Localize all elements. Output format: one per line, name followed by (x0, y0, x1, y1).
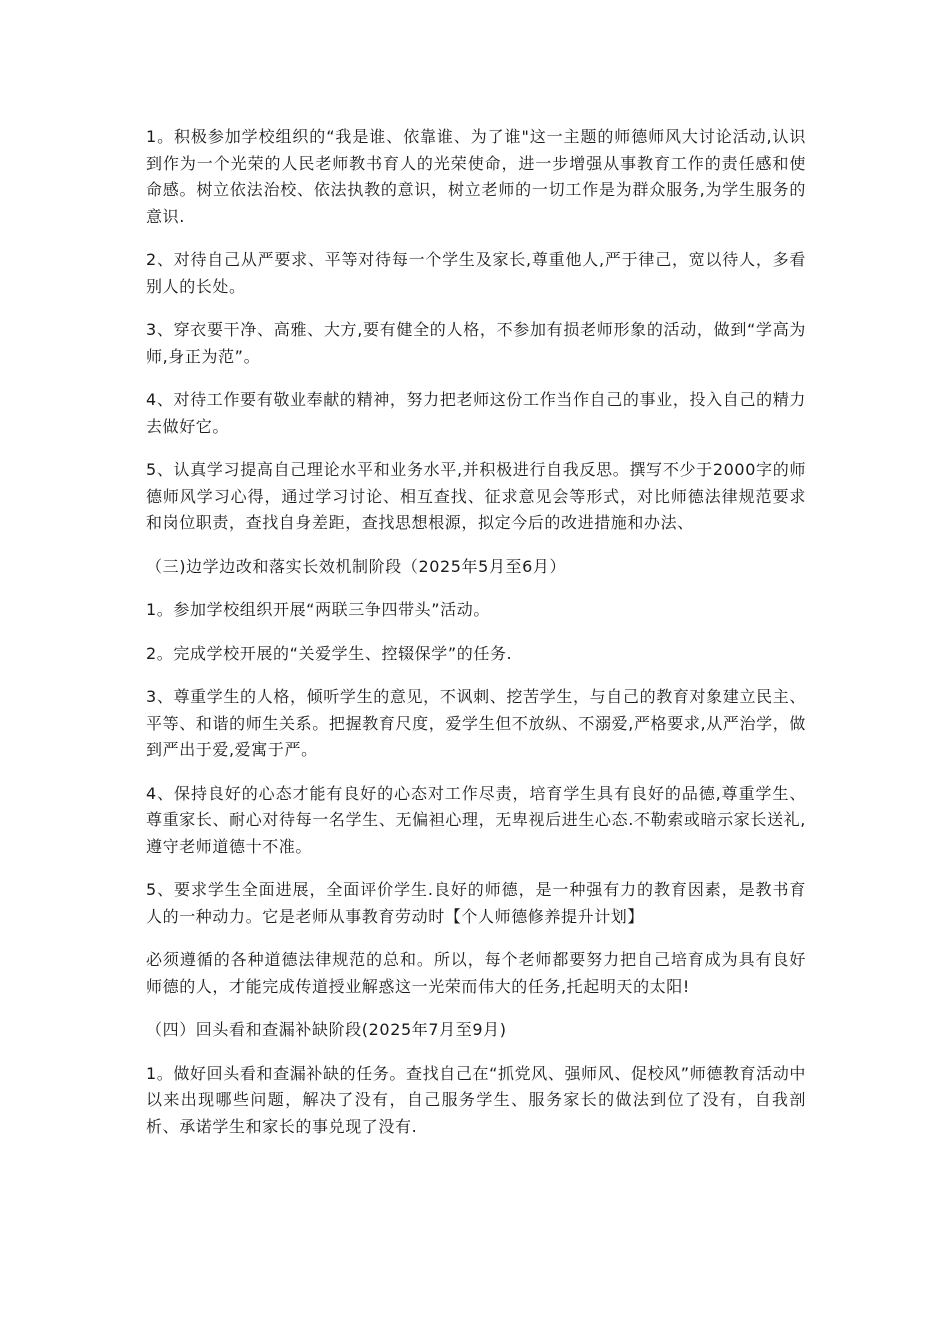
paragraph-item-11: 必须遵循的各种道德法律规范的总和。所以，每个老师都要努力把自己培育成为具有良好师德的人，才能完成传道授业解惑这一光荣而伟大的任务,托起明天的太阳! (146, 950, 806, 996)
paragraph-item-7: 2。完成学校开展的“关爱学生、控辍保学”的任务. (146, 643, 513, 663)
paragraph-item-10: 5、要求学生全面进展，全面评价学生.良好的师德，是一种强有力的教育因素，是教书育人的一种动力。它是老师从事教育劳动时【个人师德修养提升计划】 (146, 880, 806, 926)
section-heading-3: （三)边学边改和落实长效机制阶段（2025年5月至6月） (146, 556, 567, 576)
paragraph-item-6: 1。参加学校组织开展“两联三争四带头”活动。 (146, 600, 490, 619)
document-body (146, 124, 806, 1157)
paragraph-item-12: 1。做好回头看和查漏补缺的任务。查找自己在“抓党风、强师风、促校风”师德教育活动中以来出现哪些问题，解决了没有，自己服务学生、服务家长的做法到位了没有，自我剖析、承诺学生和家长的事兑现了没有. (146, 1063, 806, 1136)
paragraph-item-3: 3、穿衣要干净、高雅、大方,要有健全的人格，不参加有损老师形象的活动，做到“学高为师,身正为范”。 (146, 320, 806, 366)
paragraph-item-9: 4、保持良好的心态才能有良好的心态对工作尽责，培育学生具有良好的品德,尊重学生、尊重家长、耐心对待每一名学生、无偏袒心理，无卑视后进生心态.不勒索或暗示家长送礼,遵守老师道德十不准。 (146, 783, 806, 856)
section-heading-4: （四）回头看和查漏补缺阶段(2025年7月至9月) (146, 1020, 507, 1039)
paragraph-item-8: 3、尊重学生的人格，倾听学生的意见，不讽刺、挖苦学生，与自己的教育对象建立民主、平等、和谐的师生关系。把握教育尺度，爱学生但不放纵、不溺爱,严格要求,从严治学，做到严出于爱,爱寓于严。 (146, 687, 806, 759)
paragraph-item-4: 4、对待工作要有敬业奉献的精神，努力把老师这份工作当作自己的事业，投入自己的精力去做好它。 (146, 390, 806, 436)
paragraph-item-1: 1。积极参加学校组织的“我是谁、依靠谁、为了谁"这一主题的师德师风大讨论活动,认识到作为一个光荣的人民老师教书育人的光荣使命，进一步增强从事教育工作的责任感和使命感。树立依法治校、依法执教的意识，树立老师的一切工作是为群众服务,为学生服务的意识. (146, 127, 806, 226)
paragraph-item-5: 5、认真学习提高自己理论水平和业务水平,并积极进行自我反思。撰写不少于2000字的师德师风学习心得，通过学习讨论、相互查找、征求意见会等形式，对比师德法律规范要求和岗位职责，查找自身差距，查找思想根源，拟定今后的改进措施和办法、 (146, 460, 806, 532)
paragraph-item-2: 2、对待自己从严要求、平等对待每一个学生及家长,尊重他人,严于律己，宽以待人，多看别人的长处。 (146, 250, 806, 296)
